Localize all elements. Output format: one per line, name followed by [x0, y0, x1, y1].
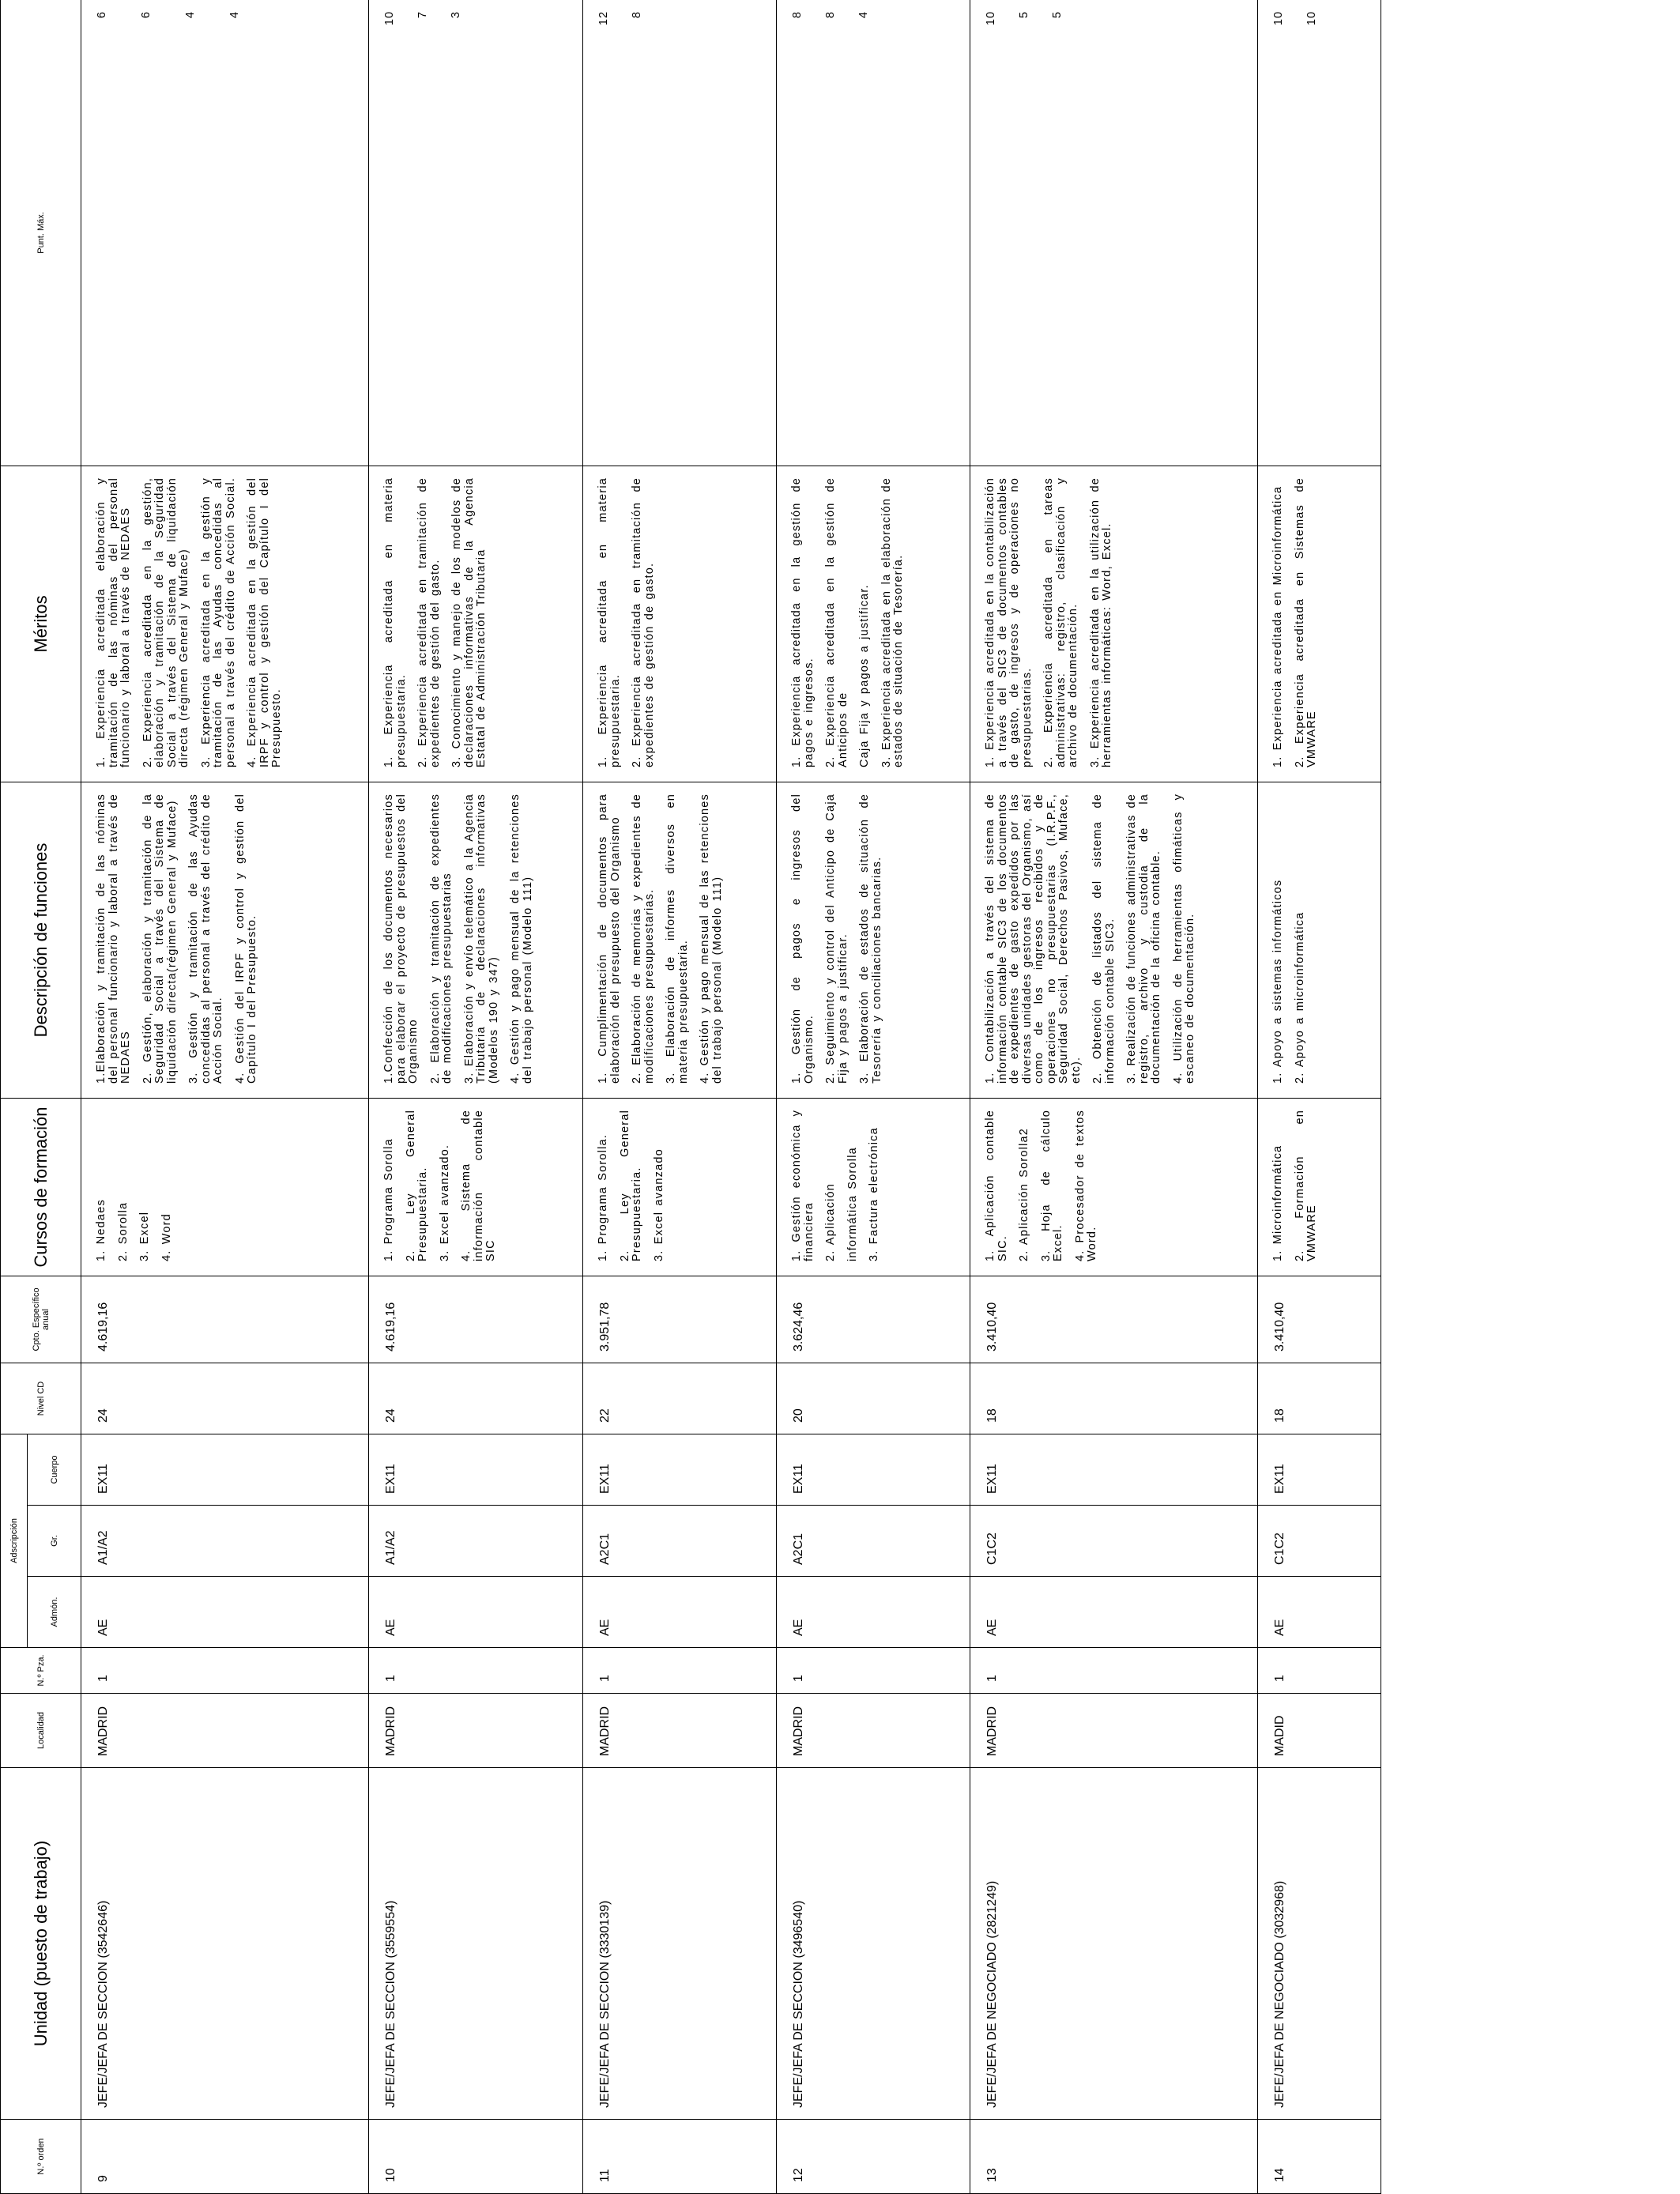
row-cpto-text: 3.951,78: [598, 1302, 612, 1351]
row-puntos-cell: [583, 0, 777, 466]
row-gr-text: C1C2: [1273, 1532, 1286, 1565]
row-pza-cell: [81, 1648, 369, 1694]
puntos-list: [970, 0, 1084, 466]
row-gr-cell: [777, 1506, 970, 1577]
header-nivel: Nivel CD: [1, 1363, 81, 1434]
curso-item: 1. Gestión económica y financiera: [790, 1109, 816, 1261]
row-cpto-cell: [81, 1276, 369, 1363]
row-cpto-cell: [583, 1276, 777, 1363]
row-meritos-cell: [81, 466, 369, 782]
row-cuerpo-text: EX11: [96, 1464, 110, 1494]
curso-item: 1. Aplicación contable SIC.: [984, 1109, 1009, 1261]
row-puntos-cell: [369, 0, 583, 466]
row-admon-text: AE: [96, 1619, 110, 1636]
row-puntos-cell: [970, 0, 1258, 466]
row-funciones-cell: [970, 782, 1258, 1098]
funcion-item: 4. Utilización de herramientas ofimáticas y escaneo de documentación.: [1171, 793, 1196, 1084]
row-cuerpo-cell: [970, 1434, 1258, 1505]
punto-value: 6: [96, 10, 108, 19]
row-unidad-text: JEFE/JEFA DE NEGOCIADO (3032968): [1273, 1880, 1286, 2108]
row-cpto-text: 4.619,16: [384, 1302, 397, 1351]
row-pza-text: 1: [1273, 1675, 1286, 1682]
merito-item: 1. Experiencia acreditada en materia presupuestaria.: [597, 477, 622, 767]
header-pza: N.º Pza.: [1, 1648, 81, 1694]
funcion-item: 1. Apoyo a sistemas informáticos: [1271, 879, 1284, 1084]
row-cursos-cell: [1258, 1098, 1381, 1276]
curso-item: 4. Procesador de textos Word.: [1073, 1109, 1098, 1261]
row-gr-text: C1C2: [985, 1532, 999, 1565]
funcion-item: 1. Contabilización a través del sistema de información contable SIC3 de los documentos de expedientes de gasto expedidos por las diversas unidades gestoras del Organismo, así como de los ingresos recibidos y de operaciones no presupuestarias (I.R.P.F., Seguridad Social, Derechos Pasivos, Muface, etc).: [984, 793, 1083, 1084]
row-localidad-text: MADID: [1273, 1715, 1286, 1756]
punto-value: 4: [857, 10, 870, 19]
puntos-list: [369, 0, 483, 466]
table-body: [81, 0, 1381, 2194]
row-pza-cell: [583, 1648, 777, 1694]
table-row: [369, 0, 583, 2194]
row-cpto-cell: [970, 1276, 1258, 1363]
row-admon-text: AE: [384, 1619, 397, 1636]
funciones-list: [970, 782, 1215, 1098]
row-orden-cell: [777, 2120, 970, 2194]
row-cuerpo-text: EX11: [792, 1464, 805, 1494]
row-pza-text: 1: [792, 1675, 805, 1682]
row-pza-text: 1: [598, 1675, 612, 1682]
curso-item: 1. Microinformática: [1271, 1144, 1284, 1261]
header-gr: Gr.: [28, 1506, 81, 1577]
row-gr-cell: [369, 1506, 583, 1577]
row-cursos-cell: [81, 1098, 369, 1276]
row-admon-text: AE: [792, 1619, 805, 1636]
merito-item: 2. Experiencia acreditada en la gestión, elaboración y tramitación de la Seguridad Social a través del Sistema de liquidación directa (régimen General y Muface): [141, 477, 190, 767]
punto-value: 7: [416, 10, 429, 19]
row-orden-cell: [583, 2120, 777, 2194]
row-orden-text: 9: [96, 2175, 110, 2182]
puntos-list: [1258, 0, 1339, 466]
curso-item: 1. Programa Sorolla.: [597, 1134, 609, 1261]
row-unidad-text: JEFE/JEFA DE SECCION (3542646): [96, 1900, 110, 2108]
curso-item: 3. Excel avanzado.: [438, 1144, 451, 1261]
funcion-item: 3. Realización de funciones administrativas de registro, archivo y custodia de la documentación de la oficina contable.: [1125, 793, 1162, 1084]
table-row: [777, 0, 970, 2194]
row-localidad-text: MADRID: [985, 1706, 999, 1756]
row-gr-text: A1/A2: [96, 1530, 110, 1565]
row-localidad-cell: [777, 1694, 970, 1768]
row-meritos-cell: [777, 466, 970, 782]
curso-item: 3. Excel avanzado: [652, 1148, 665, 1261]
merito-item: 2. Experiencia acreditada en tramitación de expedientes de gestión de gasto.: [631, 477, 656, 767]
curso-item: 4. Sistema de información contable SIC: [460, 1109, 497, 1261]
row-cuerpo-cell: [81, 1434, 369, 1505]
cursos-list: [81, 1099, 190, 1276]
funcion-item: 3. Elaboración de informes diversos en materia presupuestaria.: [665, 793, 690, 1084]
funcion-item: 1.Confección de los documentos necesarios para elaborar el proyecto de presupuestos del Organismo: [382, 793, 420, 1084]
funcion-item: 2. Obtención de listados del sistema de información contable SIC3.: [1091, 793, 1117, 1084]
row-admon-cell: [777, 1577, 970, 1648]
row-cursos-cell: [369, 1098, 583, 1276]
row-unidad-text: JEFE/JEFA DE NEGOCIADO (2821249): [985, 1880, 999, 2108]
row-cuerpo-cell: [583, 1434, 777, 1505]
row-cuerpo-text: EX11: [985, 1464, 999, 1494]
row-unidad-cell: [81, 1768, 369, 2120]
row-orden-text: 14: [1273, 2168, 1286, 2182]
punto-value: 8: [824, 10, 837, 19]
row-unidad-cell: [777, 1768, 970, 2120]
row-meritos-cell: [583, 466, 777, 782]
row-puntos-cell: [1258, 0, 1381, 466]
header-adscripcion: Adscripción: [1, 1434, 28, 1647]
meritos-list: [970, 466, 1132, 782]
curso-item: 3. Hoja de cálculo Excel.: [1039, 1109, 1064, 1261]
row-meritos-cell: [1258, 466, 1381, 782]
table-row: [970, 0, 1258, 2194]
funciones-list: [81, 782, 277, 1098]
puntos-list: [583, 0, 664, 466]
row-cpto-cell: [369, 1276, 583, 1363]
merito-item: 3. Experiencia acreditada en la elaboración de estados de situación de Tesorería.: [880, 477, 905, 767]
row-funciones-cell: [1258, 782, 1381, 1098]
funcion-item: 1. Gestión de pagos e ingresos del Organismo.: [790, 793, 816, 1084]
row-nivel-text: 18: [1273, 1408, 1286, 1423]
row-cursos-cell: [583, 1098, 777, 1276]
row-meritos-cell: [970, 466, 1258, 782]
row-cpto-text: 4.619,16: [96, 1302, 110, 1351]
funcion-item: 3. Gestión y tramitación de las Ayudas concedidas al personal a través del crédito de Acción Social.: [187, 793, 224, 1084]
funcion-item: 4. Gestión y pago mensual de la retenciones del trabajo personal (Modelo 111): [509, 793, 534, 1084]
row-cpto-text: 3.410,40: [985, 1302, 999, 1351]
row-nivel-text: 20: [792, 1408, 805, 1423]
row-cpto-cell: [1258, 1276, 1381, 1363]
row-pza-text: 1: [985, 1675, 999, 1682]
cursos-list: [777, 1099, 898, 1276]
header-localidad: Localidad: [1, 1694, 81, 1768]
row-orden-text: 10: [384, 2168, 397, 2182]
row-meritos-cell: [369, 466, 583, 782]
row-nivel-text: 24: [96, 1408, 110, 1423]
curso-item: 2. Formación en VMWARE: [1293, 1109, 1318, 1261]
merito-item: 2. Experiencia acreditada en tareas administrativas: registro, clasificación y archivo de documentación.: [1042, 477, 1079, 767]
row-pza-cell: [369, 1648, 583, 1694]
row-localidad-cell: [1258, 1694, 1381, 1768]
row-funciones-cell: [81, 782, 369, 1098]
row-nivel-text: 22: [598, 1408, 612, 1423]
row-puntos-cell: [777, 0, 970, 466]
curso-item: 3. Factura electrónica: [868, 1127, 880, 1261]
row-gr-cell: [1258, 1506, 1381, 1577]
row-unidad-text: JEFE/JEFA DE SECCION (3559554): [384, 1900, 397, 2108]
row-localidad-text: MADRID: [598, 1706, 612, 1756]
funcion-item: 1. Cumplimentación de documentos para elaboración del presupuesto del Organismo: [597, 793, 622, 1084]
table-row: [583, 0, 777, 2194]
cursos-list: [1258, 1099, 1336, 1276]
row-unidad-cell: [369, 1768, 583, 2120]
funciones-list: [1258, 782, 1324, 1098]
curso-item: 2. Ley General Presupuestaria.: [618, 1109, 643, 1261]
row-admon-cell: [970, 1577, 1258, 1648]
row-localidad-text: MADRID: [96, 1706, 110, 1756]
row-nivel-cell: [777, 1363, 970, 1434]
row-nivel-text: 24: [384, 1408, 397, 1423]
punto-value: 5: [1018, 10, 1030, 19]
funcion-item: 2. Elaboración de memorias y expedientes de modificaciones presupuestarias.: [631, 793, 656, 1084]
header-funciones: Descripción de funciones: [1, 782, 81, 1098]
header-cpto: Cpto. Específico anual: [1, 1276, 81, 1363]
funcion-item: 4. Gestión y pago mensual de las retenciones del trabajo personal (Modelo 111): [699, 793, 724, 1084]
row-funciones-cell: [777, 782, 970, 1098]
row-cursos-cell: [777, 1098, 970, 1276]
merito-item: 1. Experiencia acreditada elaboración y tramitación de las nóminas del personal funcionario y laboral a través de NEDAES: [95, 477, 132, 767]
header-cursos: Cursos de formación: [1, 1098, 81, 1276]
row-admon-cell: [369, 1577, 583, 1648]
row-admon-cell: [81, 1577, 369, 1648]
meritos-list: [777, 466, 923, 782]
row-pza-text: 1: [96, 1675, 110, 1682]
merito-item: 2. Experiencia acreditada en tramitación de expedientes de gestión del gasto.: [416, 477, 442, 767]
punto-value: 8: [631, 10, 643, 19]
row-orden-cell: [1258, 2120, 1381, 2194]
row-cpto-text: 3.410,40: [1273, 1302, 1286, 1351]
curso-item: 2. Sorolla: [116, 1201, 130, 1261]
punto-value: 12: [597, 10, 610, 26]
row-gr-cell: [970, 1506, 1258, 1577]
row-unidad-cell: [1258, 1768, 1381, 2120]
row-orden-cell: [81, 2120, 369, 2194]
row-admon-text: AE: [985, 1619, 999, 1636]
curso-item: 1. Programa Sorolla: [382, 1138, 395, 1261]
row-localidad-cell: [970, 1694, 1258, 1768]
row-pza-cell: [1258, 1648, 1381, 1694]
merito-item: 1. Experiencia acreditada en Microinformática: [1271, 485, 1284, 767]
row-localidad-text: MADRID: [384, 1706, 397, 1756]
row-admon-cell: [1258, 1577, 1381, 1648]
punto-value: 6: [140, 10, 153, 19]
merito-item: 3. Experiencia acreditada en la gestión y tramitación de las Ayudas concedidas al personal a través del crédito de Acción Social.: [199, 477, 237, 767]
curso-item: 1. Nedaes: [95, 1199, 107, 1261]
merito-item: 1. Experiencia acreditada en materia presupuestaria.: [382, 477, 408, 767]
curso-item: 2. Aplicación Sorolla2: [1018, 1127, 1030, 1261]
curso-item: 2. Ley General Presupuestaria.: [404, 1109, 429, 1261]
punto-value: 4: [184, 10, 197, 19]
merito-item: 4. Experiencia acreditada en la gestión del IRPF y control y gestión del Capítulo I del Presupuesto.: [246, 477, 283, 767]
row-cpto-text: 3.624,46: [792, 1302, 805, 1351]
meritos-list: [583, 466, 673, 782]
punto-value: 10: [383, 10, 396, 26]
curso-item: 2. Aplicación: [824, 1182, 837, 1261]
row-cuerpo-text: EX11: [384, 1464, 397, 1494]
punto-value: 4: [228, 10, 241, 19]
row-unidad-text: JEFE/JEFA DE SECCION (3496540): [792, 1900, 805, 2108]
meritos-list: [1258, 466, 1336, 782]
meritos-list: [81, 466, 301, 782]
row-gr-cell: [81, 1506, 369, 1577]
row-cuerpo-text: EX11: [598, 1464, 612, 1494]
punto-value: 5: [1051, 10, 1064, 19]
merito-item: 2. Experiencia acreditada en la gestión de Anticipos de: [824, 477, 849, 767]
header-cuerpo: Cuerpo: [28, 1434, 81, 1505]
row-orden-text: 12: [792, 2168, 805, 2182]
funcion-item: 1.Elaboración y tramitación de las nóminas del personal funcionario y laboral a través de NEDAES: [95, 793, 132, 1084]
curso-item: 4. Word: [160, 1213, 173, 1261]
punto-value: 10: [985, 10, 997, 26]
row-orden-text: 11: [598, 2169, 612, 2182]
merito-item: 1. Experiencia acreditada en la contabilización a través del SIC3 de documentos contables de gasto, de ingresos y de operaciones no presupuestarias.: [984, 477, 1034, 767]
row-gr-text: A1/A2: [384, 1530, 397, 1565]
punto-value: 10: [1305, 10, 1318, 26]
funciones-list: [369, 782, 552, 1098]
cursos-list: [583, 1099, 683, 1276]
row-pza-cell: [970, 1648, 1258, 1694]
row-funciones-cell: [369, 782, 583, 1098]
row-nivel-cell: [1258, 1363, 1381, 1434]
row-nivel-cell: [970, 1363, 1258, 1434]
row-pza-cell: [777, 1648, 970, 1694]
header-unidad: Unidad (puesto de trabajo): [1, 1768, 81, 2120]
table-header: [1, 0, 81, 2194]
row-puntos-cell: [81, 0, 369, 466]
row-unidad-cell: [583, 1768, 777, 2120]
row-funciones-cell: [583, 782, 777, 1098]
table-row: [81, 0, 369, 2194]
row-admon-text: AE: [1273, 1619, 1286, 1636]
funcion-item: 3. Elaboración de estados de situación de Tesorería y conciliaciones bancarias.: [858, 793, 883, 1084]
row-gr-text: A2C1: [792, 1532, 805, 1565]
table-row: [1258, 0, 1381, 2194]
punto-value: 3: [450, 10, 462, 19]
curso-item: informática Sorolla: [846, 1147, 859, 1261]
row-localidad-cell: [369, 1694, 583, 1768]
row-nivel-text: 18: [985, 1408, 999, 1423]
merito-item: 2. Experiencia acreditada en Sistemas de VMWARE: [1293, 477, 1318, 767]
row-cuerpo-text: EX11: [1273, 1464, 1286, 1494]
funciones-list: [583, 782, 741, 1098]
header-admon: Admón.: [28, 1577, 81, 1648]
merito-item: 3. Conocimiento y manejo de los modelos de declaraciones informativas de la Agencia Estatal de Administración Tributaria: [450, 477, 488, 767]
funcion-item: 2. Elaboración y tramitación de expedientes de modificaciones presupuestarias: [428, 793, 454, 1084]
merito-item: 3. Experiencia acreditada en la utilización de herramientas informáticas: Word, Excel.: [1088, 477, 1113, 767]
row-localidad-cell: [81, 1694, 369, 1768]
row-cursos-cell: [970, 1098, 1258, 1276]
funcion-item: 2. Apoyo a microinformática: [1293, 911, 1306, 1084]
row-unidad-text: JEFE/JEFA DE SECCION (3330139): [598, 1900, 612, 2108]
puntos-list: [777, 0, 891, 466]
row-cuerpo-cell: [369, 1434, 583, 1505]
row-cuerpo-cell: [777, 1434, 970, 1505]
row-nivel-cell: [583, 1363, 777, 1434]
header-meritos: Méritos: [1, 466, 81, 782]
funcion-item: 3. Elaboración y envío telemático a la Agencia Tributaria de declaraciones informativas (Modelos 190 y 347): [462, 793, 500, 1084]
row-gr-cell: [583, 1506, 777, 1577]
row-pza-text: 1: [384, 1675, 397, 1682]
row-nivel-cell: [369, 1363, 583, 1434]
row-localidad-cell: [583, 1694, 777, 1768]
row-cpto-cell: [777, 1276, 970, 1363]
row-orden-cell: [970, 2120, 1258, 2194]
row-admon-text: AE: [598, 1619, 612, 1636]
row-admon-cell: [583, 1577, 777, 1648]
funcion-item: 4. Gestión del IRPF y control y gestión del Capítulo I del Presupuesto.: [233, 793, 258, 1084]
row-cuerpo-cell: [1258, 1434, 1381, 1505]
cursos-list: [369, 1099, 515, 1276]
row-nivel-cell: [81, 1363, 369, 1434]
funcion-item: 2. Seguimiento y control del Anticipo de Caja Fija y pagos a justificar.: [824, 793, 849, 1084]
merito-item: 1. Experiencia acreditada en la gestión de pagos e ingresos.: [790, 477, 816, 767]
meritos-list: [369, 466, 506, 782]
merito-item: Caja Fija y pagos a justificar.: [858, 584, 871, 767]
row-gr-text: A2C1: [598, 1532, 612, 1565]
row-orden-text: 13: [985, 2168, 999, 2182]
curso-item: 3. Excel: [138, 1211, 151, 1261]
row-localidad-text: MADRID: [792, 1706, 805, 1756]
punto-value: 8: [791, 10, 804, 19]
row-unidad-cell: [970, 1768, 1258, 2120]
header-punt: Punt. Máx.: [1, 0, 81, 466]
funcion-item: 2. Gestión, elaboración y tramitación de la Seguridad Social a través del Sistema de liquidación directa(régimen General y Muface): [141, 793, 179, 1084]
row-orden-cell: [369, 2120, 583, 2194]
header-orden: N.º orden: [1, 2120, 81, 2194]
punto-value: 10: [1272, 10, 1285, 26]
funciones-list: [777, 782, 901, 1098]
cursos-list: [970, 1099, 1117, 1276]
puntos-list: [81, 0, 273, 466]
